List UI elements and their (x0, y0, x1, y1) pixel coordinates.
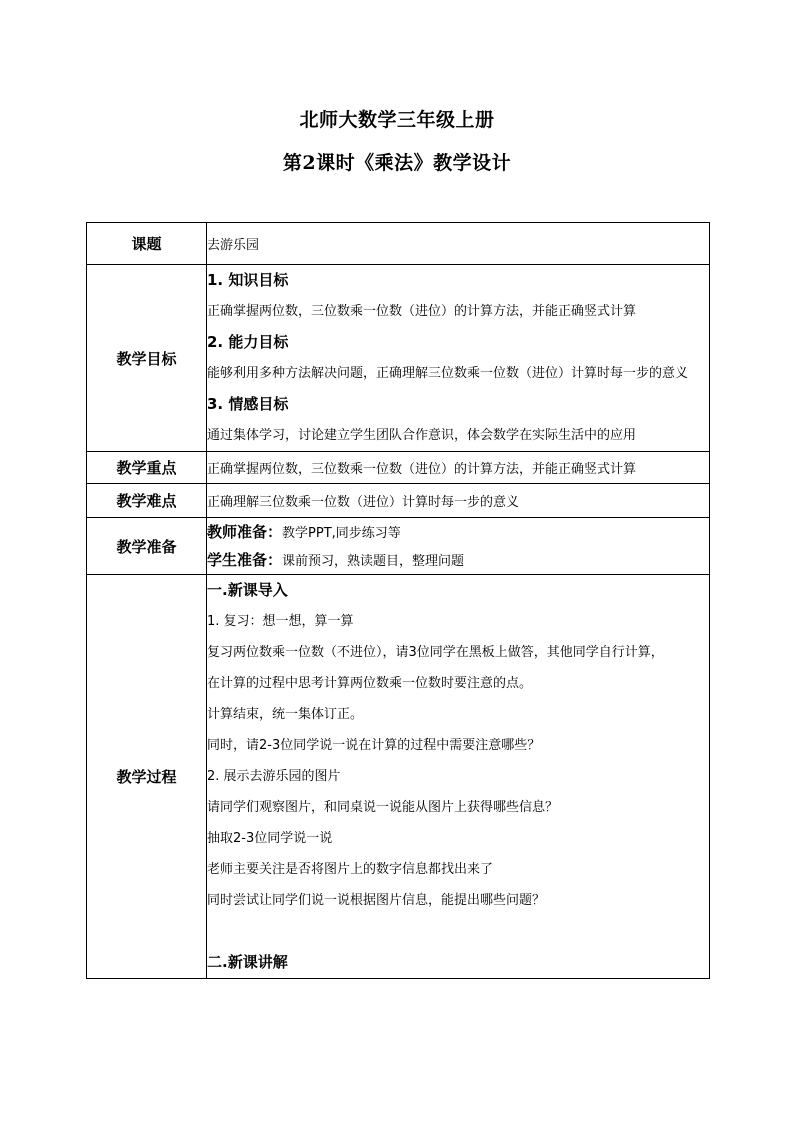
key-points-value: 正确掌握两位数，三位数乘一位数（进位）的计算方法，并能正确竖式计算 (207, 452, 710, 484)
emotion-text: 通过集体学习，讨论建立学生团队合作意识，体会数学在实际生活中的应用 (207, 428, 637, 443)
difficulties-value: 正确理解三位数乘一位数（进位）计算时每一步的意义 (207, 484, 710, 518)
process-line: 计算结束，统一集体订正。 (207, 707, 364, 722)
document-title: 北师大数学三年级上册 (299, 109, 495, 131)
teacher-preparation-lead: 教师准备： (207, 523, 283, 541)
row-key-points (87, 452, 710, 484)
objectives-content (207, 265, 710, 452)
process-line: 复习两位数乘一位数（不进位），请3位同学在黑板上做答，其他同学自行计算， (207, 645, 664, 660)
process-line: 2. 展示去游乐园的图片 (207, 769, 341, 784)
process-line: 请同学们观察图片，和同桌说一说能从图片上获得哪些信息？ (207, 800, 559, 815)
key-points-label: 教学重点 (87, 452, 207, 484)
preparation-content (207, 518, 710, 575)
topic-value: 去游乐园 (207, 223, 710, 265)
process-line: 同时，请2-3位同学说一说在计算的过程中需要注意哪些？ (207, 738, 541, 753)
row-topic (87, 223, 710, 265)
knowledge-text: 正确掌握两位数，三位数乘一位数（进位）的计算方法，并能正确竖式计算 (207, 304, 637, 319)
row-process (87, 575, 710, 979)
student-preparation-text: 课前预习，熟读题目，整理问题 (282, 554, 465, 569)
emotion-heading: 3. 情感目标 (207, 395, 289, 413)
process-label: 教学过程 (87, 575, 207, 979)
knowledge-heading: 1. 知识目标 (207, 271, 289, 289)
ability-text: 能够利用多种方法解决问题，正确理解三位数乘一位数（进位）计算时每一步的意义 (207, 366, 689, 381)
process-line: 在计算的过程中思考计算两位数乘一位数时要注意的点。 (207, 676, 533, 691)
teacher-preparation (207, 518, 709, 546)
row-difficulties (87, 484, 710, 518)
lesson-plan-table (86, 222, 710, 979)
process-line: 1. 复习：想一想，算一算 (207, 614, 354, 629)
section-heading-explanation: 二.新课讲解 (207, 953, 288, 971)
document-subtitle: 第2课时《乘法》教学设计 (282, 152, 512, 174)
difficulties-label: 教学难点 (87, 484, 207, 518)
process-line: 同时尝试让同学们说一说根据图片信息，能提出哪些问题？ (207, 893, 546, 908)
teacher-preparation-text: 教学PPT,同步练习等 (282, 526, 401, 541)
student-preparation-lead: 学生准备： (207, 551, 283, 569)
topic-label: 课题 (87, 223, 207, 265)
process-content (207, 575, 710, 979)
preparation-label: 教学准备 (87, 518, 207, 575)
process-line: 老师主要关注是否将图片上的数字信息都找出来了 (207, 862, 494, 877)
section-heading-intro: 一.新课导入 (207, 581, 288, 599)
ability-heading: 2. 能力目标 (207, 333, 289, 351)
row-objectives (87, 265, 710, 452)
process-line: 抽取2-3位同学说一说 (207, 831, 333, 846)
row-preparation (87, 518, 710, 575)
blank-line (207, 916, 709, 947)
objectives-label: 教学目标 (87, 265, 207, 452)
student-preparation (207, 546, 709, 574)
